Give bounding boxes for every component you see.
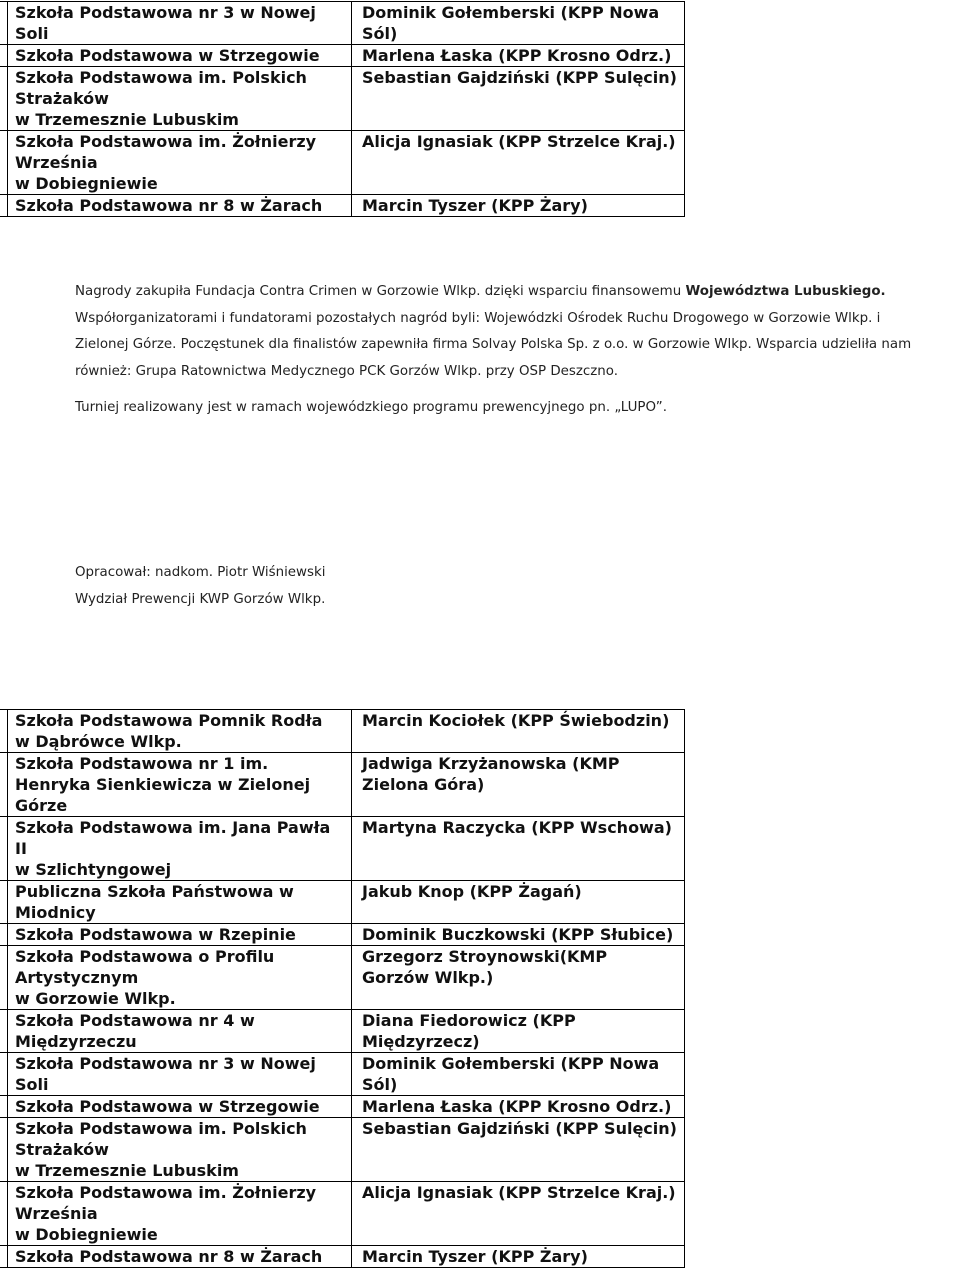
school-cell — [8, 946, 352, 1010]
table-row — [0, 946, 685, 1010]
row-number-cell — [0, 67, 8, 131]
school-cell — [8, 131, 352, 195]
school-line: w Szlichtyngowej — [15, 860, 172, 879]
school-cell — [8, 45, 352, 67]
school-line: II — [15, 839, 27, 858]
school-cell — [8, 1246, 352, 1268]
school-line: Szkoła Podstawowa im. Żołnierzy — [15, 1183, 317, 1202]
row-number-cell — [0, 946, 8, 1010]
officer-line: Marlena Łaska (KPP Krosno Odrz.) — [362, 1097, 672, 1116]
row-number-cell — [0, 1096, 8, 1118]
school-cell — [8, 1182, 352, 1246]
sponsors-line-3: Zielonej Górze. Poczęstunek dla finalistów zapewniła firma Solvay Polska Sp. z o.o. w Gorzowie Wlkp. Wsparcia udzieliła nam — [75, 337, 912, 352]
school-cell — [8, 195, 352, 217]
school-line: w Gorzowie Wlkp. — [15, 989, 176, 1008]
school-cell — [8, 753, 352, 817]
row-number-cell — [0, 2, 8, 45]
school-line: Górze — [15, 796, 68, 815]
officer-cell — [352, 195, 685, 217]
school-line: Września — [15, 153, 98, 172]
author-department: Wydział Prewencji KWP Gorzów Wlkp. — [75, 591, 326, 607]
school-line: Szkoła Podstawowa nr 1 im. — [15, 754, 269, 773]
officer-cell — [352, 1096, 685, 1118]
officer-cell — [352, 131, 685, 195]
row-number-cell — [0, 817, 8, 881]
school-line: Szkoła Podstawowa im. Jana Pawła — [15, 818, 331, 837]
officer-line: Międzyrzecz) — [362, 1032, 480, 1051]
school-line: Szkoła Podstawowa o Profilu — [15, 947, 275, 966]
school-line: w Dobiegniewie — [15, 1225, 158, 1244]
officer-cell — [352, 67, 685, 131]
sponsors-line-1 — [75, 279, 911, 306]
officer-cell — [352, 924, 685, 946]
sponsors-line-2: Współorganizatorami i fundatorami pozostałych nagród byli: Wojewódzki Ośrodek Ruchu Drogowego w Gorzowie Wlkp. i — [75, 310, 881, 326]
school-line: w Trzemesznie Lubuskim — [15, 1161, 239, 1180]
school-line: Szkoła Podstawowa nr 3 w Nowej — [15, 1054, 316, 1073]
school-line: Soli — [15, 24, 49, 43]
table-row — [0, 1246, 685, 1268]
table-row — [0, 131, 685, 195]
officer-cell — [352, 817, 685, 881]
school-line: w Dobiegniewie — [15, 174, 158, 193]
table-row — [0, 67, 685, 131]
author-credit — [75, 560, 325, 613]
results-table-bottom — [0, 709, 685, 1268]
school-line: Strażaków — [15, 1140, 109, 1159]
school-line: Szkoła Podstawowa w Rzepinie — [15, 925, 296, 944]
officer-cell — [352, 881, 685, 924]
officer-line: Dominik Buczkowski (KPP Słubice) — [362, 925, 674, 944]
school-cell — [8, 2, 352, 45]
school-line: Henryka Sienkiewicza w Zielonej — [15, 775, 311, 794]
school-cell — [8, 1053, 352, 1096]
school-line: Szkoła Podstawowa nr 8 w Żarach — [15, 1247, 323, 1266]
school-line: Szkoła Podstawowa w Strzegowie — [15, 1097, 320, 1116]
table-row — [0, 924, 685, 946]
officer-cell — [352, 1010, 685, 1053]
sponsors-text-1b: Województwa Lubuskiego. — [685, 284, 886, 299]
table-row — [0, 1182, 685, 1246]
table-row — [0, 817, 685, 881]
officer-cell — [352, 710, 685, 753]
officer-line: Sebastian Gajdziński (KPP Sulęcin) — [362, 1119, 677, 1138]
author-name: Opracował: nadkom. Piotr Wiśniewski — [75, 565, 326, 580]
row-number-cell — [0, 131, 8, 195]
officer-cell — [352, 1053, 685, 1096]
officer-line: Martyna Raczycka (KPP Wschowa) — [362, 818, 672, 837]
officer-line: Gorzów Wlkp.) — [362, 968, 494, 987]
school-line: Szkoła Podstawowa nr 8 w Żarach — [15, 196, 323, 215]
table-row — [0, 2, 685, 45]
row-number-cell — [0, 1010, 8, 1053]
school-line: Strażaków — [15, 89, 109, 108]
officer-line: Marcin Tyszer (KPP Żary) — [362, 196, 588, 215]
row-number-cell — [0, 1053, 8, 1096]
sponsors-line-4: również: Grupa Ratownictwa Medycznego PCK Gorzów Wlkp. przy OSP Deszczno. — [75, 363, 618, 379]
program-paragraph — [75, 395, 667, 422]
officer-cell — [352, 1182, 685, 1246]
officer-cell — [352, 45, 685, 67]
officer-cell — [352, 1118, 685, 1182]
officer-line: Jakub Knop (KPP Żagań) — [362, 882, 582, 901]
school-cell — [8, 710, 352, 753]
sponsors-paragraph — [75, 279, 911, 385]
officer-line: Sebastian Gajdziński (KPP Sulęcin) — [362, 68, 677, 87]
row-number-cell — [0, 1118, 8, 1182]
officer-cell — [352, 946, 685, 1010]
table-row — [0, 45, 685, 67]
row-number-cell — [0, 195, 8, 217]
school-cell — [8, 924, 352, 946]
table-row — [0, 1096, 685, 1118]
officer-line: Dominik Gołemberski (KPP Nowa — [362, 3, 660, 22]
school-line: Szkoła Podstawowa w Strzegowie — [15, 46, 320, 65]
school-cell — [8, 1096, 352, 1118]
row-number-cell — [0, 924, 8, 946]
table-row — [0, 710, 685, 753]
officer-line: Sól) — [362, 1075, 398, 1094]
officer-line: Marcin Kociołek (KPP Świebodzin) — [362, 711, 670, 730]
school-line: Szkoła Podstawowa nr 3 w Nowej — [15, 3, 316, 22]
school-line: Soli — [15, 1075, 49, 1094]
row-number-cell — [0, 710, 8, 753]
table-row — [0, 753, 685, 817]
officer-line: Alicja Ignasiak (KPP Strzelce Kraj.) — [362, 1183, 676, 1202]
results-table-top-body — [0, 2, 685, 217]
officer-line: Sól) — [362, 24, 398, 43]
officer-line: Diana Fiedorowicz (KPP — [362, 1011, 576, 1030]
school-cell — [8, 1010, 352, 1053]
officer-line: Dominik Gołemberski (KPP Nowa — [362, 1054, 660, 1073]
officer-line: Jadwiga Krzyżanowska (KMP — [362, 754, 620, 773]
school-line: Szkoła Podstawowa Pomnik Rodła — [15, 711, 323, 730]
officer-line: Marcin Tyszer (KPP Żary) — [362, 1247, 588, 1266]
row-number-cell — [0, 1182, 8, 1246]
officer-cell — [352, 2, 685, 45]
row-number-cell — [0, 45, 8, 67]
table-row — [0, 1010, 685, 1053]
row-number-cell — [0, 753, 8, 817]
officer-line: Grzegorz Stroynowski(KMP — [362, 947, 608, 966]
results-table-top — [0, 1, 685, 217]
school-line: Szkoła Podstawowa im. Polskich — [15, 1119, 307, 1138]
officer-cell — [352, 1246, 685, 1268]
school-line: Miodnicy — [15, 903, 96, 922]
table-row — [0, 1053, 685, 1096]
school-line: Września — [15, 1204, 98, 1223]
school-line: w Trzemesznie Lubuskim — [15, 110, 239, 129]
school-cell — [8, 817, 352, 881]
officer-line: Zielona Góra) — [362, 775, 485, 794]
school-line: Międzyrzeczu — [15, 1032, 137, 1051]
school-cell — [8, 67, 352, 131]
school-line: Szkoła Podstawowa im. Żołnierzy — [15, 132, 317, 151]
officer-line: Marlena Łaska (KPP Krosno Odrz.) — [362, 46, 672, 65]
school-line: Szkoła Podstawowa nr 4 w — [15, 1011, 255, 1030]
school-line: Publiczna Szkoła Państwowa w — [15, 882, 294, 901]
school-line: Artystycznym — [15, 968, 139, 987]
table-row — [0, 1118, 685, 1182]
table-row — [0, 881, 685, 924]
program-line: Turniej realizowany jest w ramach wojewódzkiego programu prewencyjnego pn. „LUPO”. — [75, 400, 667, 415]
school-cell — [8, 881, 352, 924]
results-table-bottom-body — [0, 710, 685, 1268]
table-row — [0, 195, 685, 217]
row-number-cell — [0, 881, 8, 924]
school-line: w Dąbrówce Wlkp. — [15, 732, 182, 751]
officer-line: Alicja Ignasiak (KPP Strzelce Kraj.) — [362, 132, 676, 151]
school-cell — [8, 1118, 352, 1182]
officer-cell — [352, 753, 685, 817]
school-line: Szkoła Podstawowa im. Polskich — [15, 68, 307, 87]
row-number-cell — [0, 1246, 8, 1268]
sponsors-text-1a: Nagrody zakupiła Fundacja Contra Crimen w Gorzowie Wlkp. dzięki wsparciu finansowemu — [75, 284, 686, 299]
